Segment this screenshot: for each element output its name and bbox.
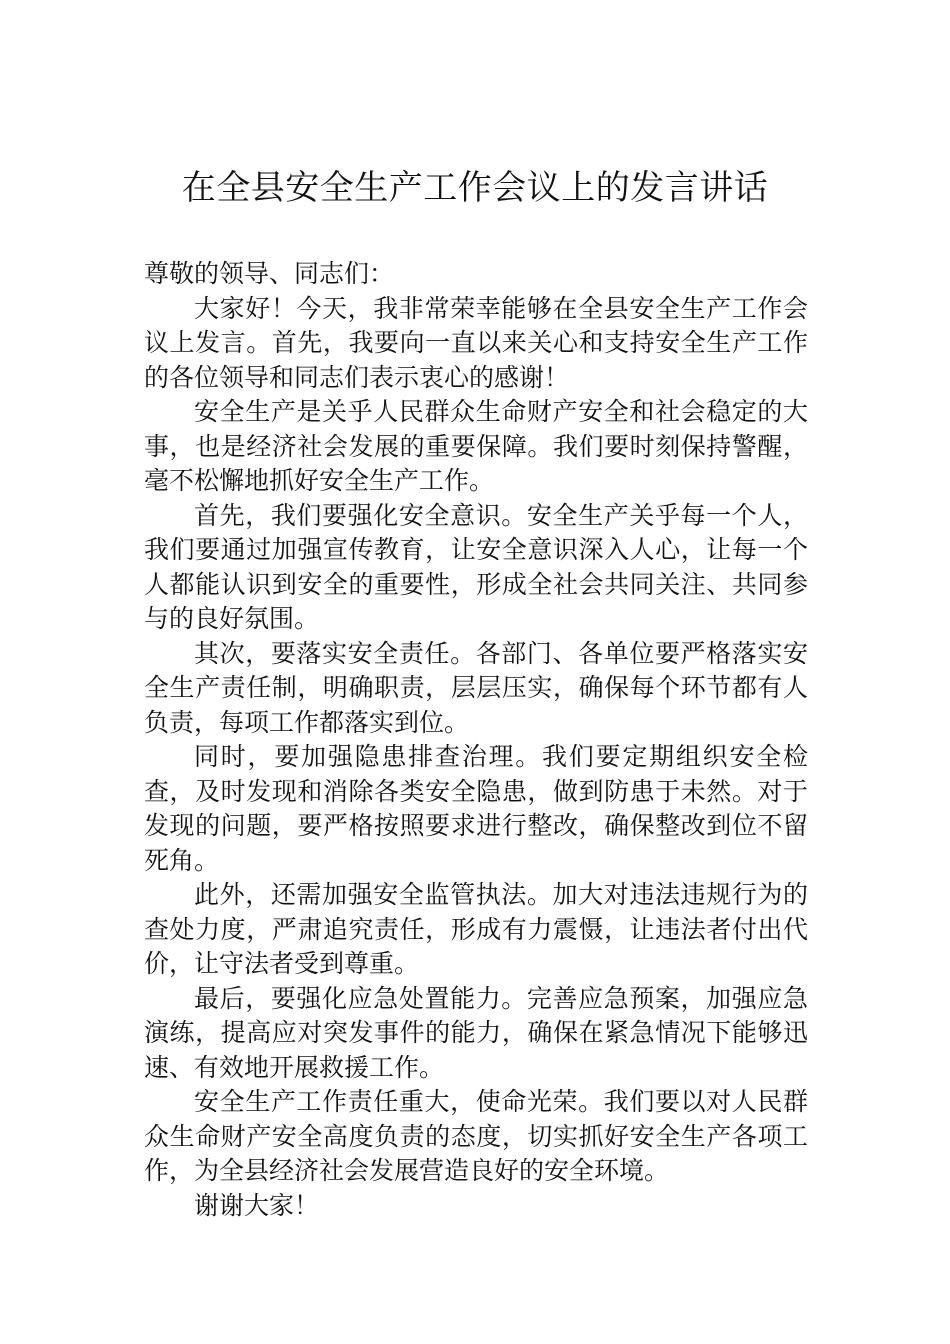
- paragraph-greeting: 大家好！今天，我非常荣幸能够在全县安全生产工作会议上发言。首先，我要向一直以来关心和支持安全生产工作的各位领导和同志们表示衷心的感谢！: [144, 293, 808, 392]
- document-body: [144, 257, 808, 1223]
- paragraph-emergency: 最后，要强化应急处置能力。完善应急预案，加强应急演练，提高应对突发事件的能力，确保在紧急情况下能够迅速、有效地开展救援工作。: [144, 983, 808, 1082]
- paragraph-importance: 安全生产是关乎人民群众生命财产安全和社会稳定的大事，也是经济社会发展的重要保障。我们要时刻保持警醒，毫不松懈地抓好安全生产工作。: [144, 397, 808, 495]
- paragraph-conclusion: 安全生产工作责任重大，使命光荣。我们要以对人民群众生命财产安全高度负责的态度，切实抓好安全生产各项工作，为全县经济社会发展营造良好的安全环境。: [144, 1087, 808, 1185]
- paragraph-hazard-inspection: 同时，要加强隐患排查治理。我们要定期组织安全检查，及时发现和消除各类安全隐患，做到防患于未然。对于发现的问题，要严格按照要求进行整改，确保整改到位不留死角。: [144, 742, 808, 875]
- paragraph-thanks: 谢谢大家！: [194, 1190, 320, 1220]
- paragraph-enforcement: 此外，还需加强安全监管执法。加大对违法违规行为的查处力度，严肃追究责任，形成有力震慑，让违法者付出代价，让守法者受到尊重。: [144, 880, 808, 978]
- paragraph-awareness: 首先，我们要强化安全意识。安全生产关乎每一个人，我们要通过加强宣传教育，让安全意识深入人心，让每一个人都能认识到安全的重要性，形成全社会共同关注、共同参与的良好氛围。: [144, 500, 808, 633]
- paragraph-responsibility: 其次，要落实安全责任。各部门、各单位要严格落实安全生产责任制，明确职责，层层压实，确保每个环节都有人负责，每项工作都落实到位。: [144, 638, 808, 737]
- document-title: 在全县安全生产工作会议上的发言讲话: [181, 168, 769, 208]
- salutation: 尊敬的领导、同志们：: [144, 259, 395, 288]
